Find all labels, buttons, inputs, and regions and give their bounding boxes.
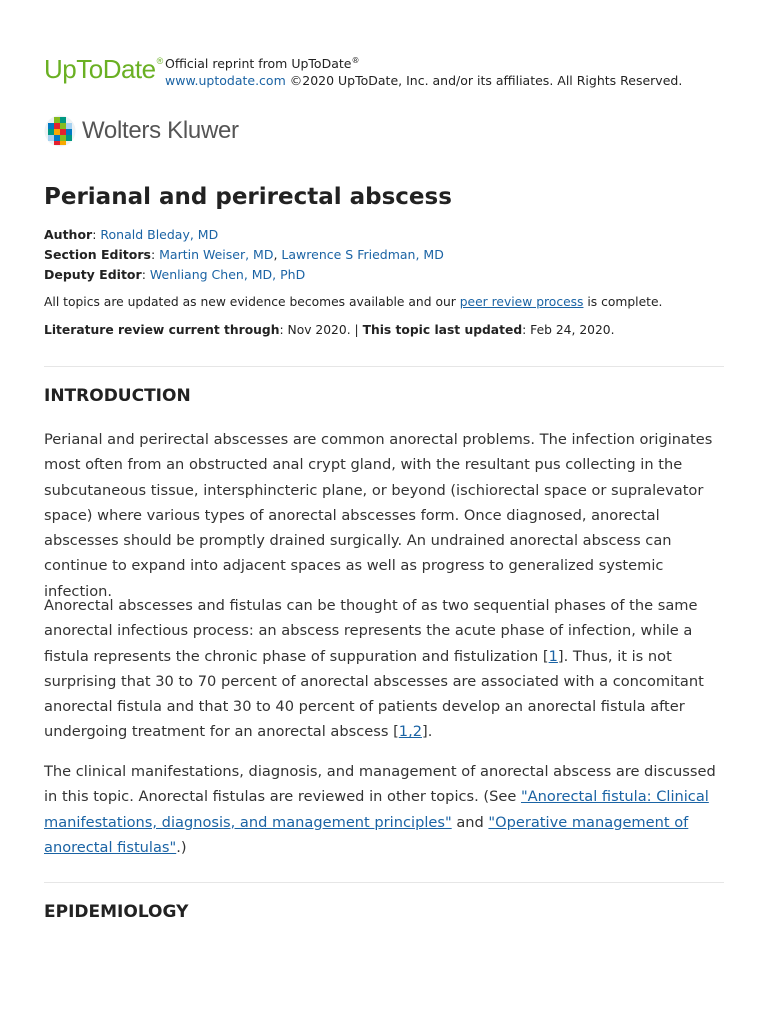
wolters-kluwer-logo [44, 114, 304, 148]
official-reprint-text: Official reprint from UpToDate [165, 56, 352, 72]
paragraph-1: Perianal and perirectal abscesses are common anorectal problems. The infection originates most often from an obstructed anal crypt gland, with the resultant pus collecting in the subcutaneous tissue, intersphincteric plane, or beyond (ischiorectal space or supralevator space) where various types of anorectal abscesses form. Once diagnosed, anorectal abscesses should be promptly drained surgically. An undrained anorectal abscess can continue to expand into adjacent spaces as well as progress to generalized systemic infection. [44, 431, 713, 600]
reprint-header [44, 52, 744, 92]
peer-review-link[interactable]: peer review process [459, 295, 584, 309]
deputy-editor-link[interactable]: Wenliang Chen, MD, PhD [149, 267, 306, 282]
publisher-name: Wolters Kluwer [82, 117, 239, 144]
update-note: All topics are updated as new evidence becomes available and our peer review process is complete. [44, 295, 663, 309]
operative-management-topic-link[interactable]: "Operative management of anorectal fistulas" [44, 813, 689, 856]
reference-link-1-2[interactable]: 1,2 [398, 723, 423, 741]
section-editor-link-1[interactable]: Martin Weiser, MD [159, 247, 274, 262]
paragraph-3: The clinical manifestations, diagnosis, and management of anorectal abscess are discussed in this topic. Anorectal fistulas are reviewed in other topics. (See "Anorectal fistula: Clinical manifestations, diagnosis, and management principles" and "Operative management of anorectal fistulas".) [44, 763, 716, 856]
review-dates: Literature review current through: Nov 2020. | This topic last updated: Feb 24, 2020. [44, 323, 615, 337]
reprint-notice: Official reprint from UpToDate® www.uptodate.com ©2020 UpToDate, Inc. and/or its affiliates. All Rights Reserved. [165, 56, 683, 89]
wolters-kluwer-mark-icon [44, 115, 76, 147]
section-editors-line: Section Editors: Martin Weiser, MD, Lawrence S Friedman, MD [44, 247, 444, 262]
uptodate-logo: UpToDate® [44, 54, 163, 84]
uptodate-site-link[interactable]: www.uptodate.com [165, 73, 286, 89]
section-heading-epidemiology: EPIDEMIOLOGY [44, 902, 189, 922]
article-title: Perianal and perirectal abscess [44, 184, 452, 210]
author-link[interactable]: Ronald Bleday, MD [100, 227, 219, 242]
copyright-text: ©2020 UpToDate, Inc. and/or its affiliates. All Rights Reserved. [285, 73, 683, 89]
anorectal-fistula-topic-link[interactable]: "Anorectal fistula: Clinical manifestations, diagnosis, and management principles" [44, 788, 709, 831]
divider [44, 366, 724, 367]
author-line: Author: Ronald Bleday, MD [44, 227, 219, 242]
section-editor-link-2[interactable]: Lawrence S Friedman, MD [281, 247, 444, 262]
paragraph-2: Anorectal abscesses and fistulas can be thought of as two sequential phases of the same anorectal infectious process: an abscess represents the acute phase of infection, while a fistula represents the chronic phase of suppuration and fistulization [1]. Thus, it is not surprising that 30 to 70 percent of anorectal abscesses are associated with a concomitant anorectal fistula and that 30 to 40 percent of patients develop an anorectal fistula after undergoing treatment for an anorectal abscess [1,2]. [44, 597, 704, 741]
divider [44, 882, 724, 883]
reference-link-1[interactable]: 1 [548, 647, 558, 665]
deputy-editor-line: Deputy Editor: Wenliang Chen, MD, PhD [44, 267, 306, 282]
section-heading-introduction: INTRODUCTION [44, 386, 191, 406]
